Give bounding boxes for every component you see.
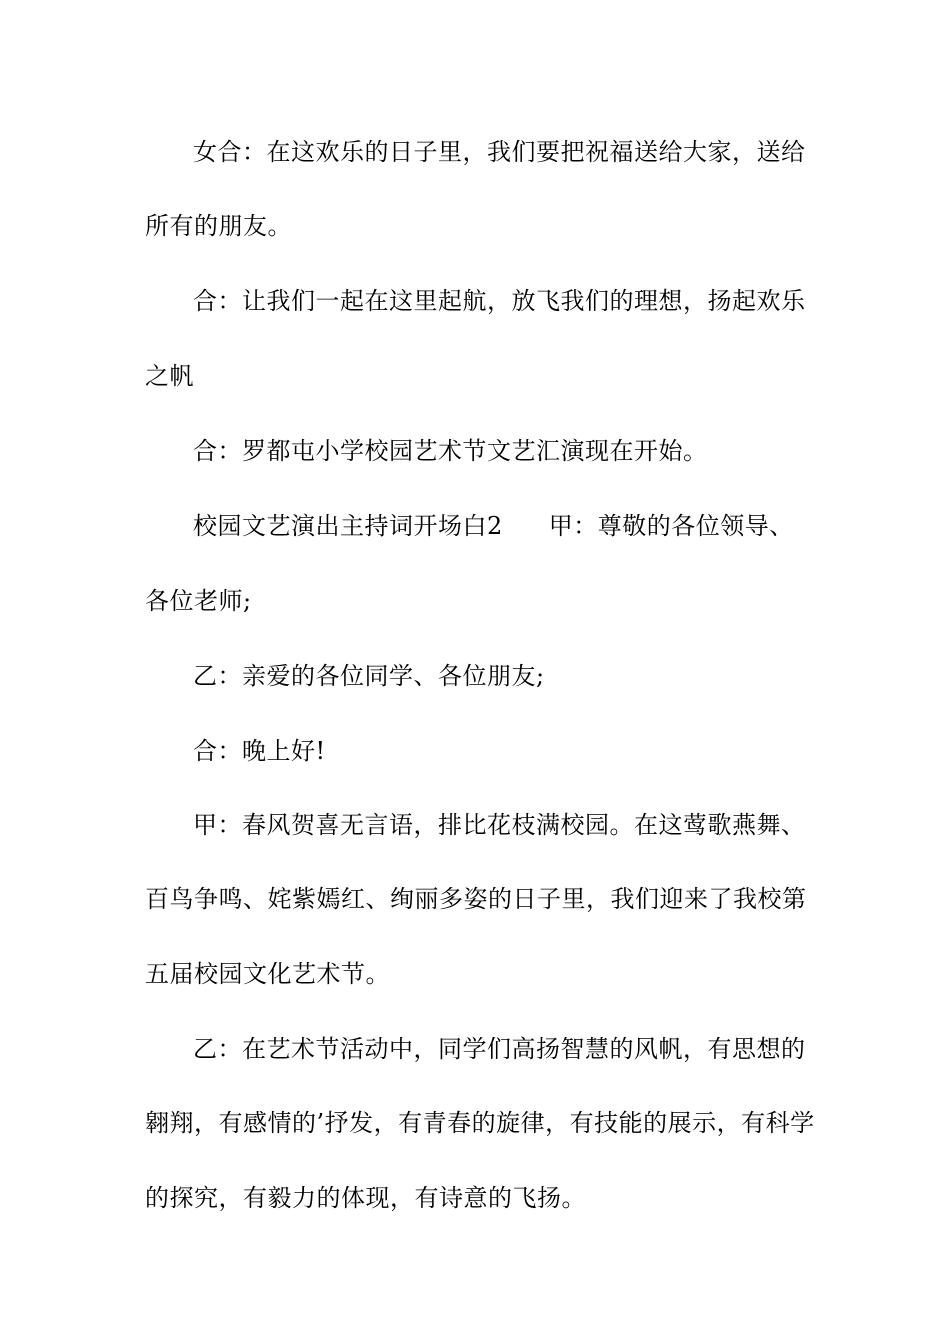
paragraph-line: 之帆 bbox=[145, 362, 194, 390]
paragraph-line: 合：晚上好! bbox=[193, 737, 326, 765]
paragraph-line: 的探究，有毅力的体现，有诗意的飞扬。 bbox=[145, 1184, 586, 1212]
paragraph-text: 甲：尊敬的各位领导、 bbox=[548, 512, 794, 540]
section-title: 校园文艺演出主持词开场白2 bbox=[193, 512, 503, 540]
paragraph-line: 乙：在艺术节活动中，同学们高扬智慧的风帆，有思想的 bbox=[193, 1035, 806, 1063]
paragraph-line: 甲：春风贺喜无言语，排比花枝满校园。在这莺歌燕舞、 bbox=[193, 811, 806, 839]
paragraph-line: 合：让我们一起在这里起航，放飞我们的理想，扬起欢乐 bbox=[193, 287, 806, 315]
paragraph-line: 五届校园文化艺术节。 bbox=[145, 960, 390, 988]
paragraph-line: 女合：在这欢乐的日子里，我们要把祝福送给大家，送给 bbox=[193, 138, 806, 166]
paragraph-line: 翱翔，有感情的’抒发，有青春的旋律，有技能的展示，有科学 bbox=[145, 1109, 815, 1137]
paragraph-line: 合：罗都屯小学校园艺术节文艺汇演现在开始。 bbox=[193, 437, 708, 465]
paragraph-line: 百鸟争鸣、姹紫嫣红、绚丽多姿的日子里，我们迎来了我校第 bbox=[145, 885, 807, 913]
paragraph-line: 各位老师; bbox=[145, 587, 252, 615]
paragraph-line bbox=[193, 511, 873, 541]
paragraph-line: 所有的朋友。 bbox=[145, 212, 292, 240]
paragraph-line: 乙：亲爱的各位同学、各位朋友; bbox=[193, 662, 545, 690]
